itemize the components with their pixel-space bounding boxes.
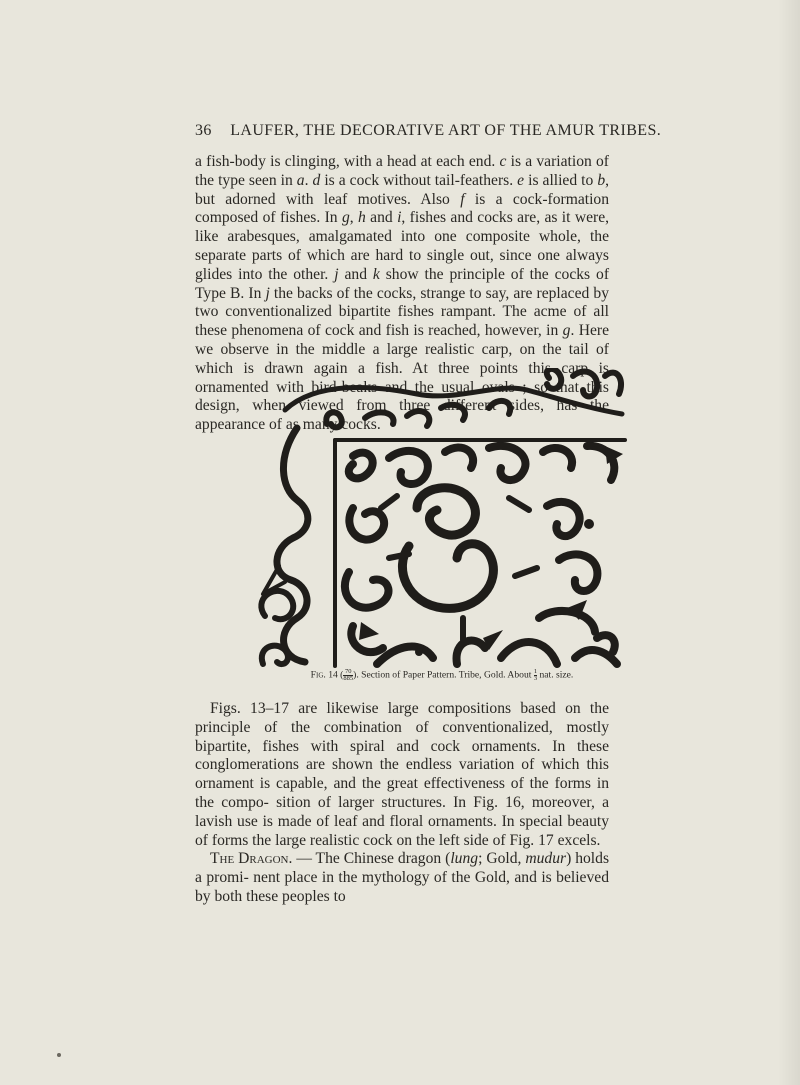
text-run: is a cock-formation composed of fishes. In (195, 190, 610, 227)
figure-caption (257, 669, 627, 682)
top-arch-curls (326, 401, 510, 427)
letter-ref: j (334, 265, 339, 283)
text-run: a fish-body is clinging, with a head at each end. (195, 153, 496, 170)
ornament-beak (359, 622, 379, 640)
letter-ref: i (397, 209, 402, 227)
text-run: , but adorned with leaf motives. Also (195, 171, 610, 208)
caption-label: Fig. 14 ( (310, 669, 344, 681)
term-mudur: mudur (525, 850, 567, 868)
letter-ref: h (358, 209, 366, 227)
left-spiral-bottom (262, 646, 288, 664)
figure-paper-pattern (257, 368, 627, 668)
text-run: , fishes and cocks are, as it were, like arabesques, amalgamated into one composite whole, the separate parts of which are hard to single out, since one always glides into the other. (195, 209, 610, 283)
letter-ref: g (341, 209, 350, 227)
text-run: is a cock without tail-feathers. (324, 171, 514, 189)
interior-bottom-row (377, 641, 617, 664)
ornament-dot (415, 648, 423, 656)
interior-center-figure (402, 488, 493, 609)
term-lung: lung (450, 850, 479, 868)
text-run: — The Chinese dragon ( (292, 850, 451, 868)
running-header (195, 122, 662, 144)
letter-ref: k (372, 265, 380, 283)
page-speck (57, 1053, 61, 1057)
text-run: is allied to (524, 171, 598, 189)
letter-ref: j (265, 284, 270, 302)
left-border-curls (277, 428, 308, 662)
caption-end: nat. size. (539, 669, 574, 681)
letter-ref: g (562, 322, 571, 340)
letter-ref: e (517, 171, 525, 189)
page-number: 36 (195, 122, 212, 139)
interior-top-row (349, 446, 615, 484)
caption-fraction (343, 669, 353, 682)
caption-frac-top: 1 (533, 668, 538, 675)
letter-ref: f (460, 190, 465, 208)
text-run: and (365, 209, 393, 227)
text-run: is a variation of the type seen in (195, 153, 609, 189)
left-spiral-lower (261, 591, 293, 619)
paragraph-1: a fish-body is clinging, with a head at each end. c is a variation of the type seen in a. d is a cock without tail-feathers. e is allied to b, but adorned with leaf motives. Also f is a cock-formation composed of fishes. In g, h and i, fishes and cocks are, as it were, like arabesques, amalgamated into one composite whole, the separate parts of which are hard to single out, since one always glides into the other. j and k show the principle of the cocks of Type B. In j the backs of the cocks, strange to say, are replaced by two conventionalized bipartite fishes rampant. The acme of all these phenomena of cock and fish is reached, however, in g. Here we observe in the middle a large realistic carp, on the tail of which is drawn again a fish. At three points this carp is ornamented with bird-beaks and the usual ovals ; so that this design, when viewed from three different sides, has the appearance of as many cocks. (195, 153, 610, 434)
text-run: the backs of the cocks, strange to say, are replaced by two conventionalized bipartite fishes rampant. The acme of all these phenomena of cock and fish is reached, however, in (195, 284, 609, 340)
caption-num-top: 70 (345, 668, 352, 675)
text-run: and (338, 265, 367, 283)
text-run: ; Gold, (478, 850, 522, 868)
paragraph-2 (195, 700, 609, 907)
letter-ref: d (312, 171, 321, 189)
section-heading-dragon: The Dragon. (210, 850, 293, 868)
running-title: LAUFER, THE DECORATIVE ART OF THE AMUR TRIBES. (230, 122, 662, 139)
text-run: Figs. 13–17 are likewise large compositions based on the principle of the combination of conventionalized, mostly bipartite, fishes with spiral and cock ornaments. In these conglomerations are shown the endless variation of which this ornament is capable, and the great effectiveness of the forms in the compo- sition of larger structures. In Fig. 16, moreover, a lavish use is made of leaf and floral ornaments. In special beauty of forms the large realistic cock on the left side of Fig. 17 excels. (195, 700, 609, 849)
paper-pattern-illustration (257, 368, 627, 668)
ornament-dot (584, 519, 594, 529)
caption-frac-bottom: 3 (533, 675, 538, 682)
page-edge-shadow (778, 0, 800, 1085)
caption-num-bottom: 885 (343, 675, 354, 682)
caption-text: ). Section of Paper Pattern. Tribe, Gold. About (353, 669, 532, 681)
text-run: . Here we observe in the middle a large realistic carp, on the tail of which is drawn again a fish. At three points this carp is ornamented with bird-beaks and the usual ovals ; so that this design, when viewed from three different sides, has the appearance of as many cocks. (195, 322, 610, 434)
caption-size-fraction (534, 669, 537, 682)
top-right-curl (547, 369, 621, 397)
interior-right-column (539, 502, 615, 652)
letter-ref: b (597, 171, 606, 189)
text-run: ) holds a promi- nent place in the mythology of the Gold, and is believed by both these peoples to (195, 850, 610, 905)
letter-ref: a (296, 171, 305, 189)
letter-ref: c (499, 153, 507, 170)
text-run: show the principle of the cocks of Type B. In (195, 265, 610, 302)
